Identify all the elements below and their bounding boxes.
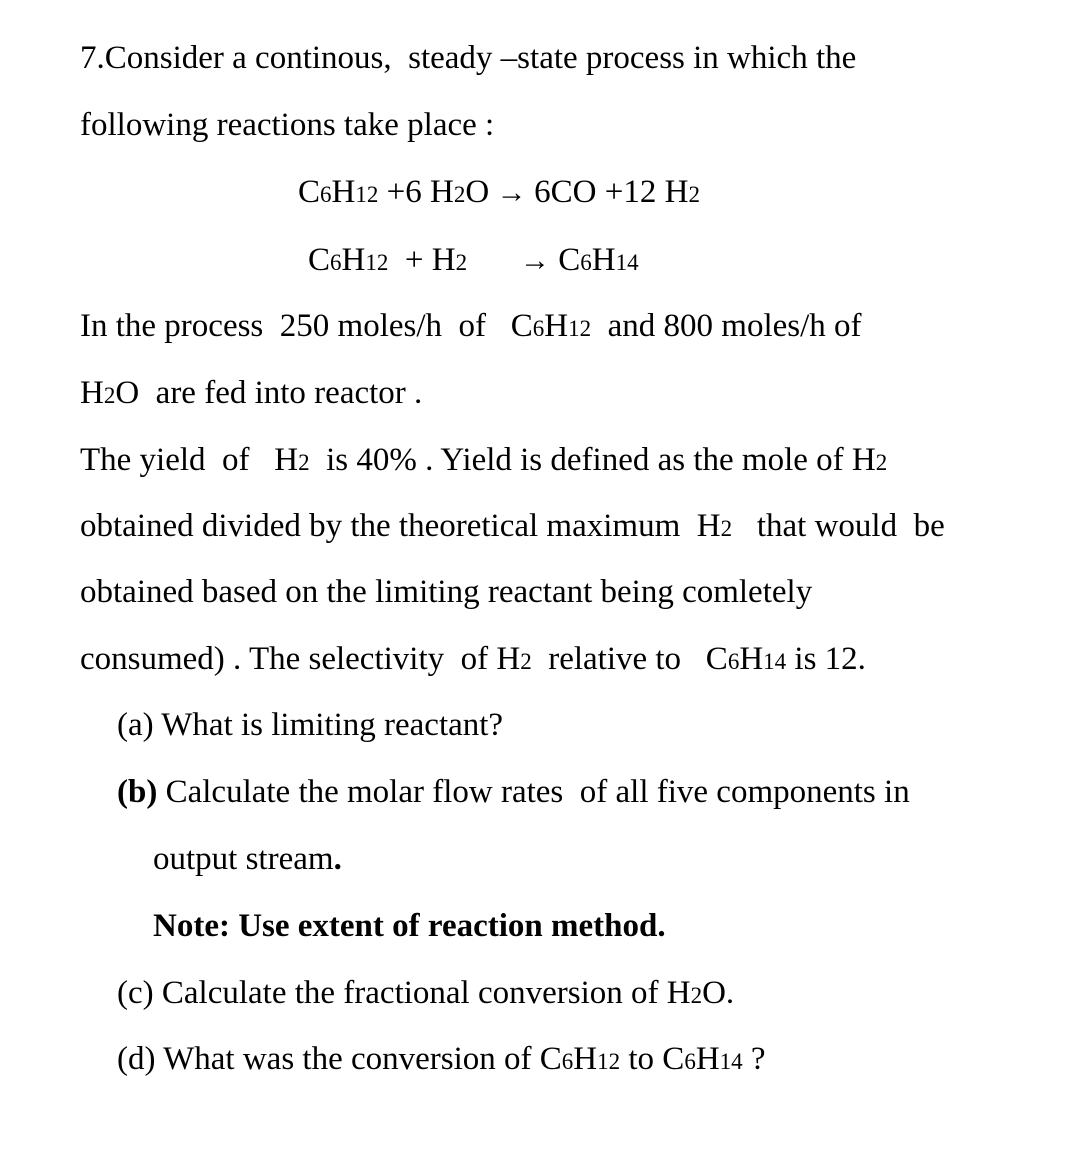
question-intro-line1: 7.Consider a continous, steady –state process in which the xyxy=(80,40,857,76)
part-b-continued: output stream. xyxy=(153,841,342,877)
reaction-arrow-icon: → xyxy=(489,176,535,209)
question-intro-line2: following reactions take place : xyxy=(80,107,495,143)
yield-line1: The yield of H2 is 40% . Yield is defined as the mole of H2 xyxy=(80,442,888,478)
reaction-arrow-icon: → xyxy=(520,244,550,277)
part-b: (b) Calculate the molar flow rates of all five components in xyxy=(117,774,910,810)
feed-line1: In the process 250 moles/h of C6H12 and 800 moles/h of xyxy=(80,308,862,344)
note: Note: Use extent of reaction method. xyxy=(153,908,666,944)
part-d: (d) What was the conversion of C6H12 to C6H14 ? xyxy=(117,1041,766,1077)
yield-line3: obtained based on the limiting reactant being comletely xyxy=(80,574,813,610)
part-a: (a) What is limiting reactant? xyxy=(117,707,504,743)
yield-line2: obtained divided by the theoretical maximum H2 that would be xyxy=(80,508,945,544)
part-c: (c) Calculate the fractional conversion of H2O. xyxy=(117,975,735,1011)
reaction-2-reactants: C6H12 + H2 xyxy=(308,242,468,278)
feed-line2: H2O are fed into reactor . xyxy=(80,375,423,411)
reaction-2-products: → C6H14 xyxy=(520,242,639,278)
question-number: 7 xyxy=(80,40,97,76)
reaction-1: C6H12 +6 H2O → 6CO +12 H2 xyxy=(298,174,700,210)
selectivity-line: consumed) . The selectivity of H2 relative to C6H14 is 12. xyxy=(80,641,866,677)
